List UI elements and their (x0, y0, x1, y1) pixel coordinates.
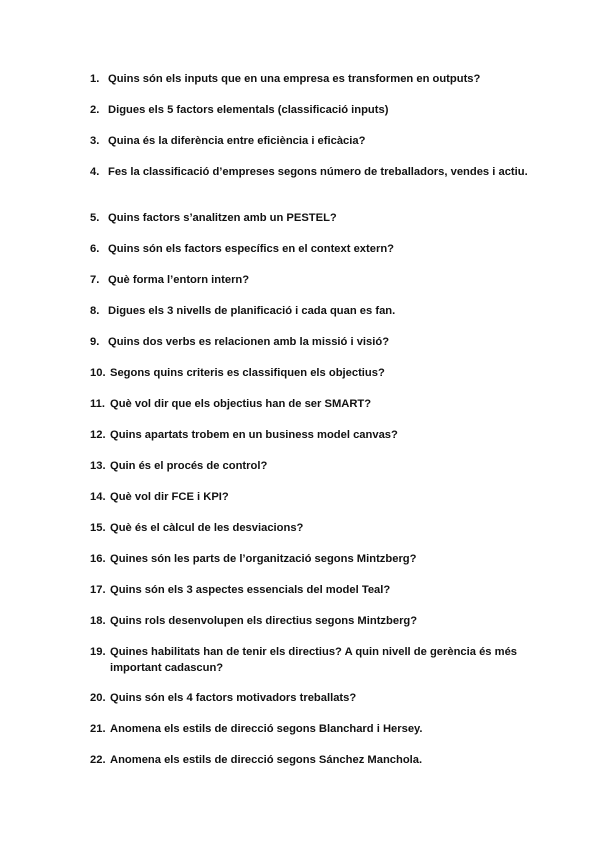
question-number: 15. (90, 522, 106, 534)
question-text: Quins apartats trobem en un business model canvas? (110, 429, 398, 441)
question-number: 13. (90, 460, 106, 472)
question-text: Quins són els factors específics en el context extern? (108, 243, 395, 255)
question-number: 14. (90, 491, 106, 503)
question-number: 5. (90, 212, 100, 224)
question-text: Què vol dir que els objectius han de ser SMART? (110, 398, 372, 410)
question-text: Quines habilitats han de tenir els directius? A quin nivell de gerència és més important cadascun? (110, 646, 518, 674)
question-item (90, 272, 530, 288)
question-number: 18. (90, 615, 106, 627)
question-item (90, 752, 530, 768)
question-number: 17. (90, 584, 106, 596)
question-text: Quins dos verbs es relacionen amb la missió i visió? (108, 336, 390, 348)
question-item (90, 489, 530, 505)
question-item (90, 458, 530, 474)
question-item (90, 210, 530, 226)
question-item (90, 427, 530, 443)
question-number: 21. (90, 723, 106, 735)
question-item (90, 613, 530, 629)
question-number: 4. (90, 166, 100, 178)
question-number: 6. (90, 243, 100, 255)
question-number: 20. (90, 692, 106, 704)
question-text: Quins són els 3 aspectes essencials del model Teal? (110, 584, 391, 596)
question-item (90, 644, 530, 676)
question-item (90, 71, 530, 87)
question-item (90, 303, 530, 319)
question-text: Digues els 3 nivells de planificació i cada quan es fan. (108, 305, 396, 317)
question-text: Digues els 5 factors elementals (classificació inputs) (108, 104, 389, 116)
question-text: Quins són els 4 factors motivadors treballats? (110, 692, 357, 704)
question-item (90, 551, 530, 567)
question-item (90, 690, 530, 706)
question-number: 16. (90, 553, 106, 565)
question-text: Quins són els inputs que en una empresa es transformen en outputs? (108, 73, 481, 85)
question-text: Quin és el procés de control? (110, 460, 268, 472)
question-item (90, 365, 530, 381)
question-number: 19. (90, 646, 106, 658)
question-text: Què és el càlcul de les desviacions? (110, 522, 304, 534)
question-item (90, 241, 530, 257)
question-number: 7. (90, 274, 100, 286)
question-number: 1. (90, 73, 100, 85)
question-number: 9. (90, 336, 100, 348)
question-number: 2. (90, 104, 100, 116)
question-item (90, 721, 530, 737)
question-number: 10. (90, 367, 106, 379)
question-number: 3. (90, 135, 100, 147)
question-item (90, 582, 530, 598)
question-text: Quines són les parts de l’organització segons Mintzberg? (110, 553, 417, 565)
question-item (90, 102, 530, 118)
question-item (90, 520, 530, 536)
question-item (90, 334, 530, 350)
question-number: 12. (90, 429, 106, 441)
question-item (90, 133, 530, 149)
question-text: Anomena els estils de direcció segons Blanchard i Hersey. (110, 723, 423, 735)
question-number: 22. (90, 754, 106, 766)
question-item (90, 396, 530, 412)
question-item (90, 164, 530, 180)
question-text: Quins rols desenvolupen els directius segons Mintzberg? (110, 615, 418, 627)
question-text: Què forma l’entorn intern? (108, 274, 250, 286)
question-text: Quins factors s’analitzen amb un PESTEL? (108, 212, 337, 224)
question-text: Quina és la diferència entre eficiència i eficàcia? (108, 135, 366, 147)
question-text: Fes la classificació d’empreses segons número de treballadors, vendes i actiu. (108, 166, 528, 178)
question-number: 8. (90, 305, 100, 317)
question-text: Anomena els estils de direcció segons Sánchez Manchola. (110, 754, 423, 766)
question-text: Segons quins criteris es classifiquen els objectius? (110, 367, 385, 379)
question-text: Què vol dir FCE i KPI? (110, 491, 229, 503)
question-number: 11. (90, 398, 105, 410)
